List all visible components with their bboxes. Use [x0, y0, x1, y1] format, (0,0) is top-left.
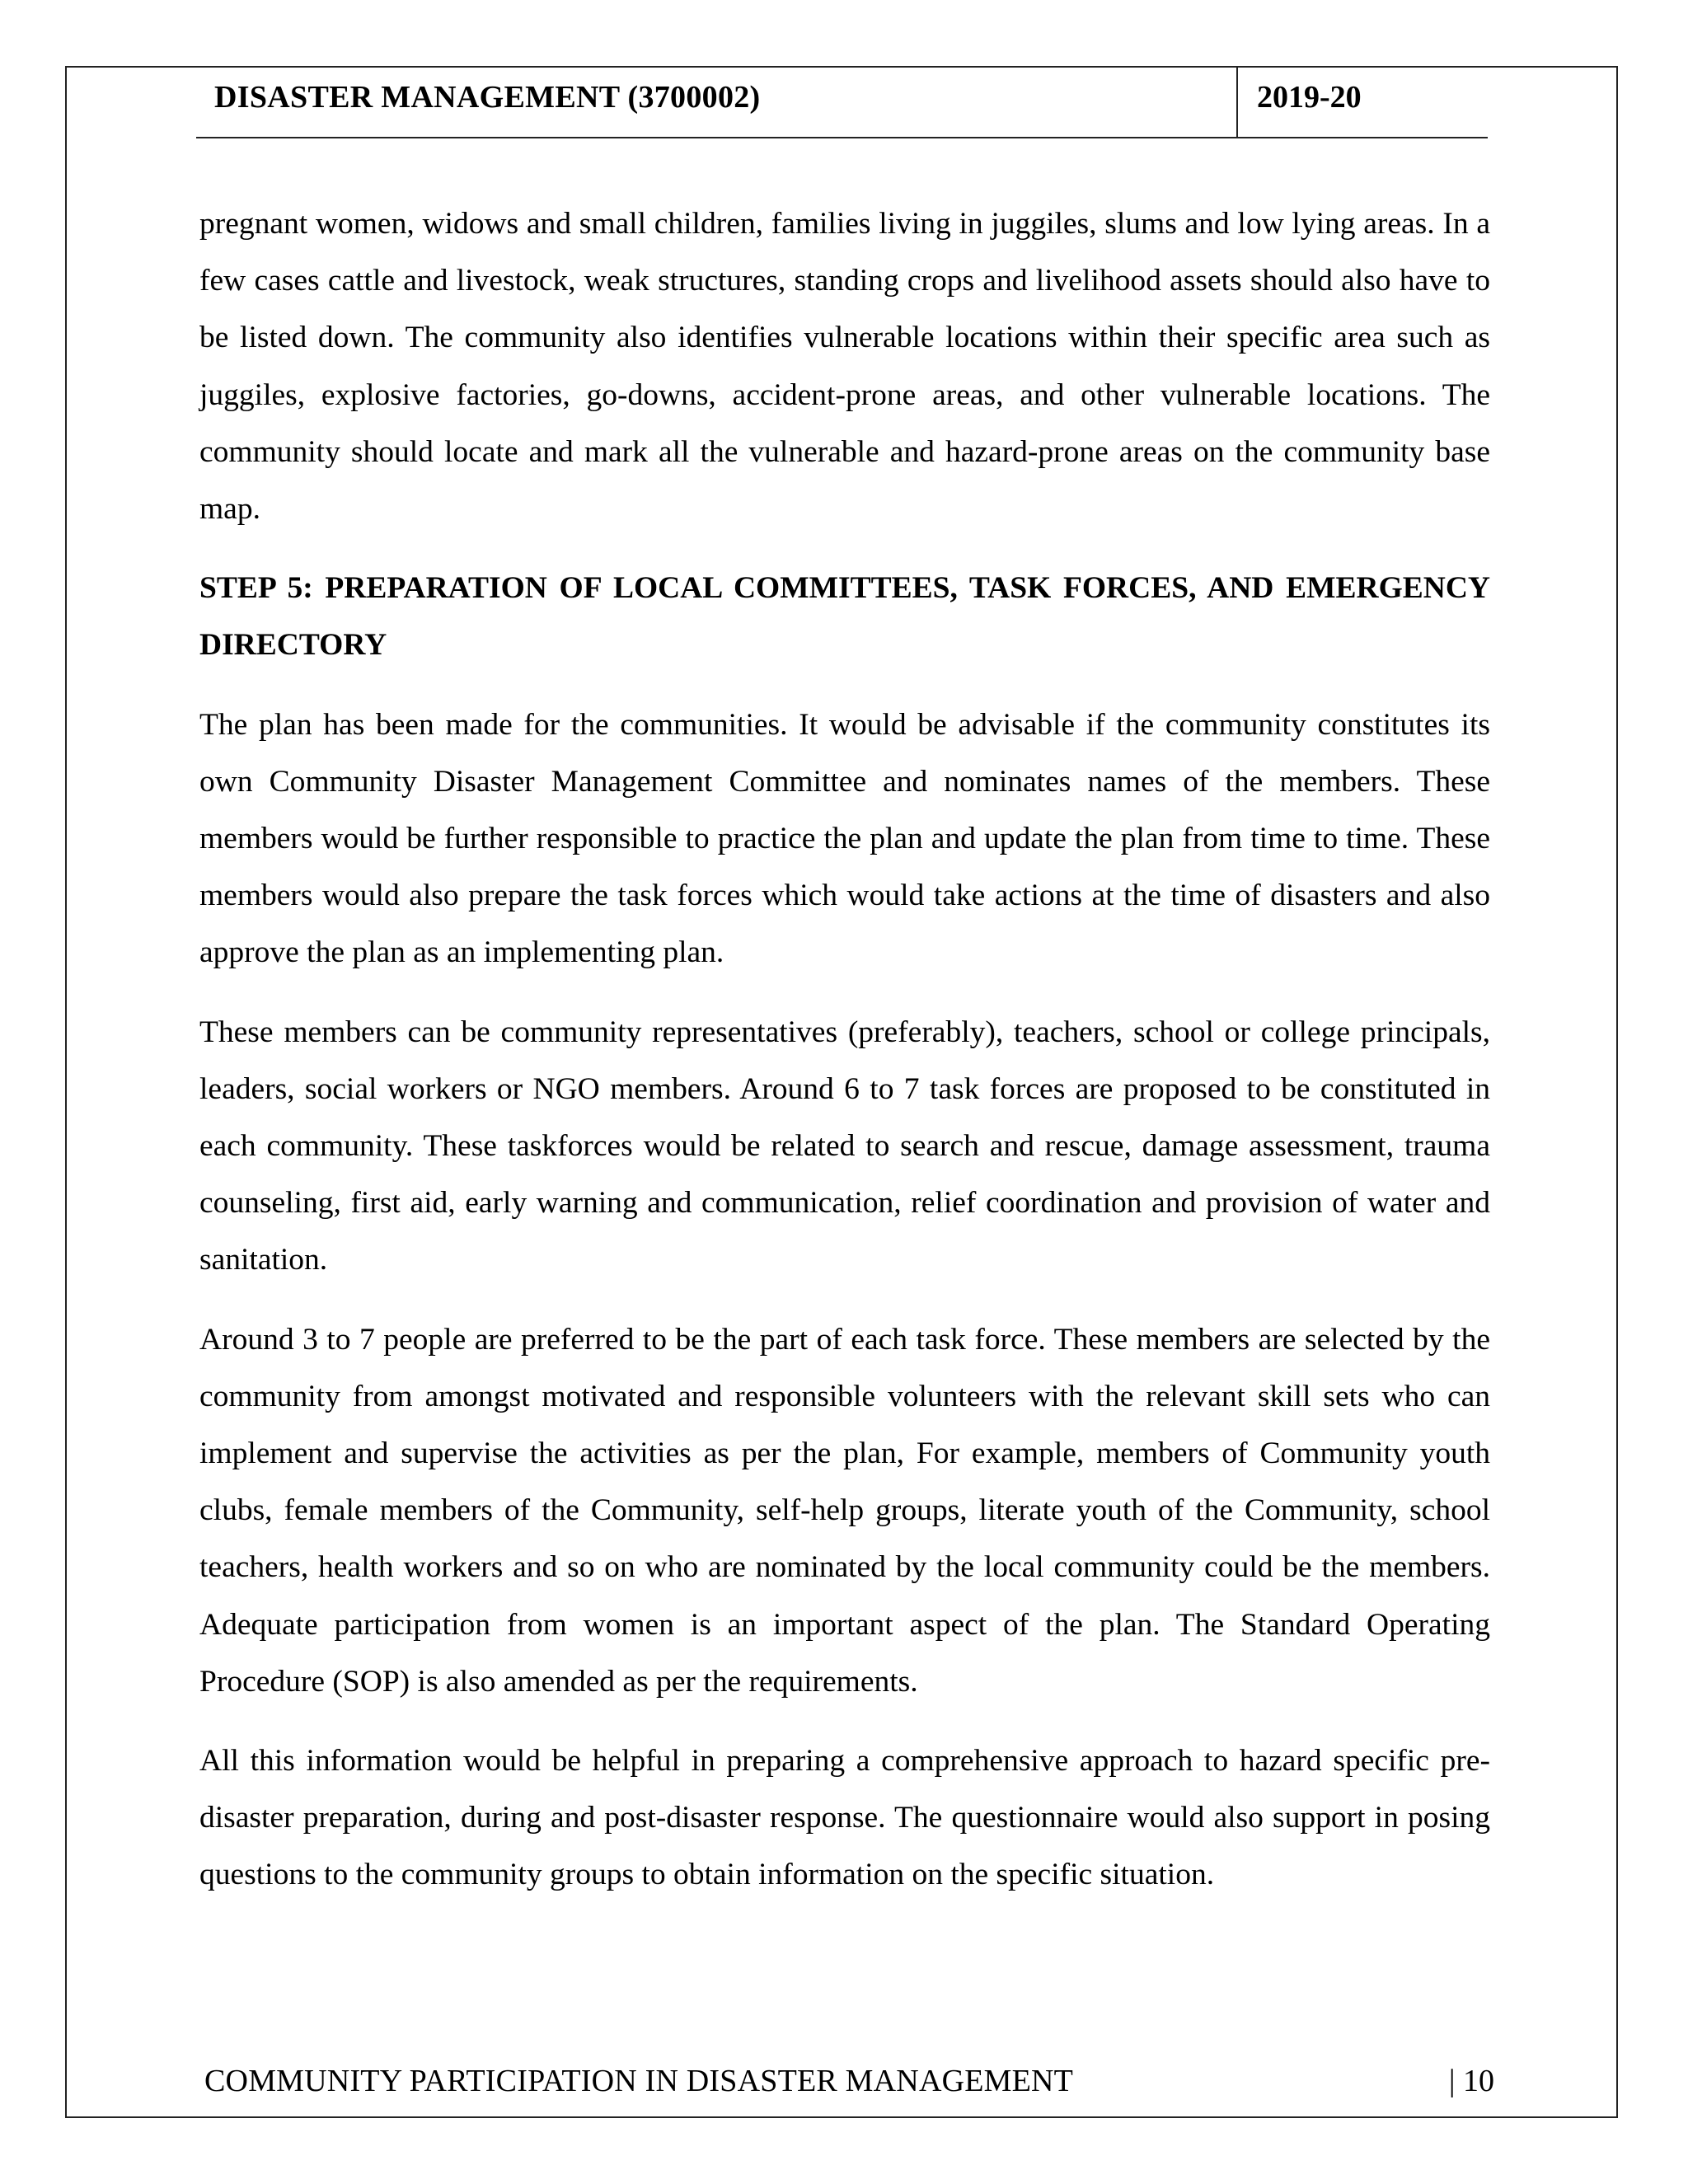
paragraph-plan: The plan has been made for the communities. It would be advisable if the community constitutes its own Community Disaster Management Committee and nominates names of the members. These members would be further responsible to practice the plan and update the plan from time to time. These members would also prepare the task forces which would take actions at the time of disasters and also approve the plan as an implementing plan.: [199, 707, 1490, 970]
paragraph-intro: pregnant women, widows and small children, families living in juggiles, slums and low lying areas. In a few cases cattle and livestock, weak structures, standing crops and livelihood assets should also have to be listed down. The community also identifies vulnerable locations within their specific area such as juggiles, explosive factories, go-downs, accident-prone areas, and other vulnerable locations. The community should locate and mark all the vulnerable and hazard-prone areas on the community base map.: [199, 207, 1490, 527]
footer-title: COMMUNITY PARTICIPATION IN DISASTER MANAGEMENT: [204, 2064, 1074, 2098]
paragraph-members: These members can be community representatives (preferably), teachers, school or college principals, leaders, social workers or NGO members. Around 6 to 7 task forces are proposed to be constituted in each community. These taskforces would be related to search and rescue, damage assessment, trauma counseling, first aid, early warning and communication, relief coordination and provision of water and sanitation.: [199, 1015, 1490, 1277]
paragraph-task-force: Around 3 to 7 people are preferred to be the part of each task force. These members are selected by the community from amongst motivated and responsible volunteers with the relevant skill sets who can implement and supervise the activities as per the plan, For example, members of Community youth clubs, female members of the Community, self-help groups, literate youth of the Community, school teachers, health workers and so on who are nominated by the local community could be the members. Adequate participation from women is an important aspect of the plan. The Standard Operating Procedure (SOP) is also amended as per the requirements.: [199, 1322, 1490, 1699]
page-footer: [204, 2063, 1494, 2104]
header-divider: [1236, 66, 1238, 138]
header-year: 2019-20: [1257, 80, 1362, 115]
step-5-heading: STEP 5: PREPARATION OF LOCAL COMMITTEES, TASK FORCES, AND EMERGENCY DIRECTORY: [199, 571, 1490, 663]
header-title: DISASTER MANAGEMENT (3700002): [214, 80, 761, 115]
page-number: | 10: [1448, 2064, 1494, 2098]
document-body: [199, 195, 1490, 1926]
page-header: [196, 66, 1488, 138]
paragraph-summary: All this information would be helpful in preparing a comprehensive approach to hazard specific pre-disaster preparation, during and post-disaster response. The questionnaire would also support in posing questions to the community groups to obtain information on the specific situation.: [199, 1744, 1490, 1892]
